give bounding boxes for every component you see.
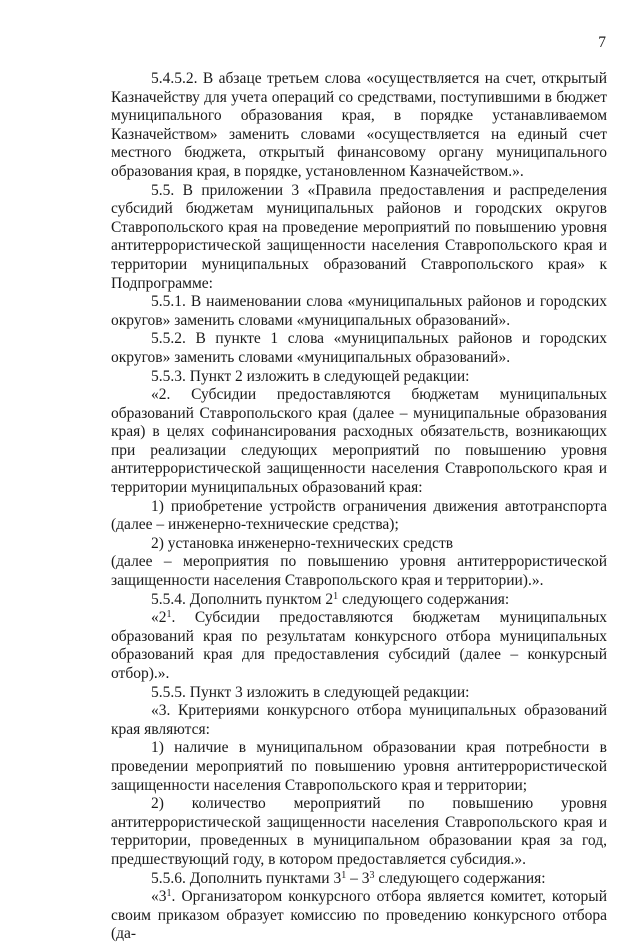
superscript-index: 3 (369, 869, 375, 881)
paragraph: 2) установка инженерно-технических средств (151, 534, 454, 552)
paragraph: 5.5.1. В наименовании слова «муниципальных районов и городских округов» заменить словами «муниципальных образований». (111, 293, 607, 329)
paragraph: (далее – мероприятия по повышению уровня антитеррористической защищенности населения Ставропольского края и территории).». (111, 553, 607, 590)
document-body (111, 70, 607, 944)
paragraph: 5.5.2. В пункте 1 слова «муниципальных районов и городских округов» заменить словами «муниципальных образований». (111, 330, 607, 366)
paragraph: 1) наличие в муниципальном образовании края потребности в проведении мероприятий по повышению уровня антитеррористической защищенности населения Ставропольского края и территории; (111, 739, 607, 794)
paragraph: 5.5.3. Пункт 2 изложить в следующей редакции: (151, 367, 470, 385)
paragraph: «2. Субсидии предоставляются бюджетам муниципальных образований Ставропольского края (далее – муниципальные образования края) в целях софинансирования расходных обязательств, возникающих при реализации следующих мероприятий по повышению уровня антитеррористической защищенности населения Ставропольского края и территории муниципальных образований края: (111, 386, 607, 497)
paragraph: 1) приобретение устройств ограничения движения автотранспорта (далее – инженерно-технические средства); (111, 497, 607, 534)
superscript-index: 1 (333, 590, 339, 602)
paragraph: 5.4.5.2. В абзаце третьем слова «осуществляется на счет, открытый Казначейству для учета операций со средствами, поступившими в бюджет муниципального образования края, в порядке устанавливаемом Казначейством» заменить словами «осуществляется на единый счет местного бюджета, открытый финансовому органу муниципального образования края, в порядке, установленном Казначейством.». (111, 70, 607, 180)
paragraph: 5.5.6. Дополнить пунктами $3^1 - 3^3$ следующего содержания: (151, 869, 546, 887)
page-number: 7 (598, 34, 606, 51)
paragraph: 5.5. В приложении 3 «Правила предоставления и распределения субсидий бюджетам муниципальных районов и городских округов Ставропольского края на проведение мероприятий по повышению уровня антитеррористической защищенности населения Ставропольского края и территории муниципальных образований Ставропольского края» к Подпрограмме: (111, 181, 607, 292)
paragraph: 5.5.4. Дополнить пунктом $2^1$ следующего содержания: (151, 590, 510, 608)
paragraph: 2) количество мероприятий по повышению уровня антитеррористической защищенности населения Ставропольского края и территории, проведенных в муниципальном образовании края за год, предшествующий году, в котором предоставляется субсидия.». (111, 795, 607, 868)
superscript-index: 1 (166, 888, 172, 900)
paragraph: «$3^1$. Организатором конкурсного отбора является комитет, который своим приказом образует комиссию по проведению конкурсного отбора (да- (111, 888, 607, 943)
superscript-index: 1 (341, 869, 347, 881)
paragraph: «3. Критериями конкурсного отбора муниципальных образований края являются: (111, 702, 607, 738)
superscript-index: 1 (166, 609, 172, 621)
paragraph: 5.5.5. Пункт 3 изложить в следующей редакции: (151, 683, 470, 701)
paragraph: «$2^1$. Субсидии предоставляются бюджетам муниципальных образований края по результатам конкурсного отбора муниципальных образований края для предоставления субсидий (далее – конкурсный отбор).». (111, 609, 607, 682)
